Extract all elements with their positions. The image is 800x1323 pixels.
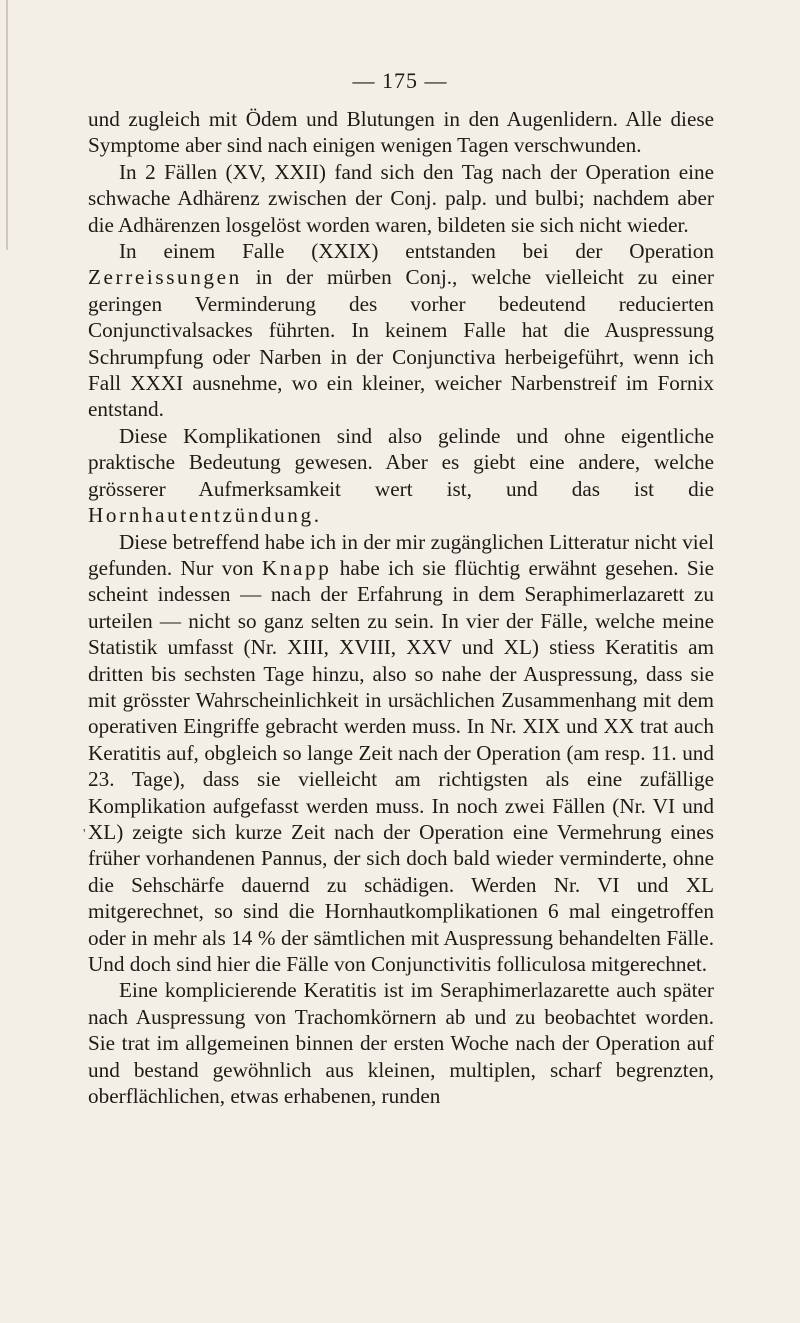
paragraph-3 [88,238,714,423]
paragraph-1: und zugleich mit Ödem und Blutungen in den Augenlidern. Alle diese Symptome aber sind nach einigen wenigen Tagen verschwunden. [88,107,714,158]
margin-mark: ' [83,827,86,842]
paragraph-3-text-c: in der mürben Conj., welche vielleicht zu einer geringen Verminderung des vorher bedeutend reducierten Conjunctivalsackes führten. In keinem Falle hat die Auspressung Schrumpfung oder Narben in der Conjunctiva herbeigeführt, wenn ich Fall XXXI ausnehme, wo ein kleiner, weicher Narbenstreif im Fornix entstand. [88,265,714,422]
paragraph-2: In 2 Fällen (XV, XXII) fand sich den Tag nach der Operation eine schwache Adhärenz zwischen der Conj. palp. und bulbi; nachdem aber die Adhärenzen losgelöst worden waren, bildeten sie sich nicht wieder. [88,159,714,237]
paragraph-5-text-a: Diese betreffend habe ich in der mir zugänglichen Litteratur nicht viel gefunden. Nur von [88,529,714,580]
paragraph-5-text-c: habe ich sie flüchtig erwähnt gesehen. Sie scheint indessen — nach der Erfahrung in dem Seraphimerlazarett zu urteilen — nicht so ganz selten zu sein. In vier der Fälle, welche meine Statistik umfasst (Nr. XIII, XVIII, XXV und XL) stiess Keratitis am dritten bis sechsten Tage hinzu, also so nahe der Auspressung, dass sie mit grösster Wahrscheinlichkeit in ursächlichen Zusammenhang mit dem operativen Eingriffe gebracht werden muss. In Nr. XIX und XX trat auch Keratitis auf, obgleich so lange Zeit nach der Operation (am resp. 11. und 23. Tage), dass sie vielleicht am richtigsten als eine zufällige Komplikation aufgefasst werden muss. In noch zwei Fällen (Nr. VI und XL) zeigte sich kurze Zeit nach der Operation eine Vermehrung eines früher vorhandenen Pannus, der sich doch bald wieder verminderte, ohne die Sehschärfe dauernd zu schädigen. Werden Nr. VI und XL mitgerechnet, so sind die Hornhautkomplikationen 6 mal eingetroffen oder in mehr als 14 % der sämtlichen mit Auspressung behandelten Fälle. Und doch sind hier die Fälle von Conjunctivitis folliculosa mitgerechnet. [88,555,714,976]
paragraph-4-text-a: Diese Komplikationen sind also gelinde und ohne eigentliche praktische Bedeutung gewesen. Aber es giebt eine andere, welche grösserer Aufmerksamkeit wert ist, und das ist die [88,423,714,501]
emphasis-hornhautentzuendung: Hornhautentzündung [88,503,314,528]
paragraph-3-text-a: In einem Falle (XXIX) entstanden bei der Operation [119,239,714,264]
paragraph-4-text-c: . [313,503,319,528]
paragraph-4 [88,423,714,529]
page-number: — 175 — [352,68,448,93]
emphasis-zerreissungen: Zerreissungen [88,265,242,290]
page-edge-line [6,0,8,250]
emphasis-knapp: Knapp [261,555,332,580]
body-text [88,106,714,1109]
paragraph-6: Eine komplicierende Keratitis ist im Seraphimerlazarette auch später nach Auspressung von Trachomkörnern ab und zu beobachtet worden. Sie trat im allgemeinen binnen der ersten Woche nach der Operation auf und bestand gewöhnlich aus kleinen, multiplen, scharf begrenzten, oberflächlichen, etwas erhabenen, runden [88,978,714,1109]
paragraph-5 [88,529,714,978]
